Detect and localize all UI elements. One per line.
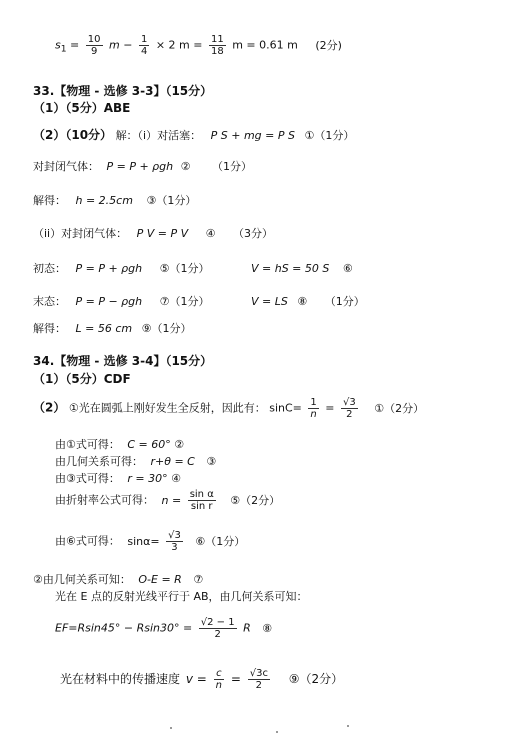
frac-c-n: $\frac{c}{n}$ xyxy=(215,668,222,691)
frac-sqrt3c-2: $\frac{√3c}{2}$ xyxy=(249,668,268,691)
eq-line-17: 由⑥式可得： sinα= $\frac{√3}{3}$ ⑥（1分） xyxy=(55,530,246,553)
scan-speck xyxy=(276,731,278,733)
eq-line-6: （ii）对封闭气体： P V = P V ④ （3分） xyxy=(33,227,274,240)
q34-part1: （1）（5分）CDF xyxy=(33,372,131,386)
eq-line-14: 由几何关系可得： r+θ = C ③ xyxy=(55,455,217,468)
frac-sqrt3-3: $\frac{√3}{3}$ xyxy=(168,530,181,553)
frac-10-9: $\frac{10}{9}$ xyxy=(87,34,101,57)
eq-line-5: 解得： h = 2.5cm ③（1分） xyxy=(33,194,197,207)
eq-line-21: 光在材料中的传播速度 v = $\frac{c}{n}$ = $\frac{√3c}{2}$ ⑨（2分） xyxy=(60,668,344,691)
q33-title: 33.【物理 - 选修 3-3】（15分） xyxy=(33,84,213,98)
eq-line-13: 由①式可得： C = 60° ② xyxy=(55,438,185,451)
frac-sin-alpha-sin-r: $\frac{\text{sin α}}{\text{sin r}}$ xyxy=(189,489,214,512)
eq-line-8: 末态： P = P − ρgh ⑦（1分） V = LS ⑧ （1分） xyxy=(33,295,365,308)
eq-line-20: EF=Rsin45° − Rsin30° = $\frac{√2 - 1}{2}$ R ⑧ xyxy=(55,617,273,640)
eq-line-18: ②由几何关系可知： O-E = R ⑦ xyxy=(33,573,204,586)
q34-title: 34.【物理 - 选修 3-4】（15分） xyxy=(33,354,213,368)
eq-line-16: 由折射率公式可得： n = $\frac{\text{sin α}}{\text{sin r}}$ ⑤（2分） xyxy=(55,489,281,512)
eq-line-1: $s_1$ = $\frac{10}{9}$ m − $\frac{1}{4}$ × 2 m = $\frac{11}{18}$ m = 0.61 m (2分) xyxy=(55,34,342,57)
eq-line-7: 初态： P = P + ρgh ⑤（1分） V = hS = 50 S ⑥ xyxy=(33,262,353,275)
frac-11-18: $\frac{11}{18}$ xyxy=(210,34,224,57)
q33-part2: （2）（10分） 解：（i）对活塞： P S + mg = P S ①（1分） xyxy=(33,128,355,142)
eq-line-9: 解得： L = 56 cm ⑨（1分） xyxy=(33,322,192,335)
scan-speck xyxy=(170,727,172,729)
q33-part1: （1）（5分）ABE xyxy=(33,101,131,115)
eq-line-4: 对封闭气体： P = P + ρgh ② （1分） xyxy=(33,160,252,173)
frac-1-n: $\frac{1}{n}$ xyxy=(310,397,317,420)
frac-sqrt3-2: $\frac{√3}{2}$ xyxy=(342,397,356,420)
scan-speck xyxy=(347,725,349,727)
eq-line-19: 光在 E 点的反射光线平行于 AB，由几何关系可知： xyxy=(55,590,308,603)
frac-1-4: $\frac{1}{4}$ xyxy=(140,34,148,57)
eq-line-12: （2） ①光在圆弧上刚好发生全反射，因此有： sinC= $\frac{1}{n}$ = $\frac{√3}{2}$ ①（2分） xyxy=(33,397,425,420)
eq-line-15: 由③式可得： r = 30° ④ xyxy=(55,472,181,485)
frac-sqrt2-minus-1-over-2: $\frac{√2 - 1}{2}$ xyxy=(200,617,235,640)
